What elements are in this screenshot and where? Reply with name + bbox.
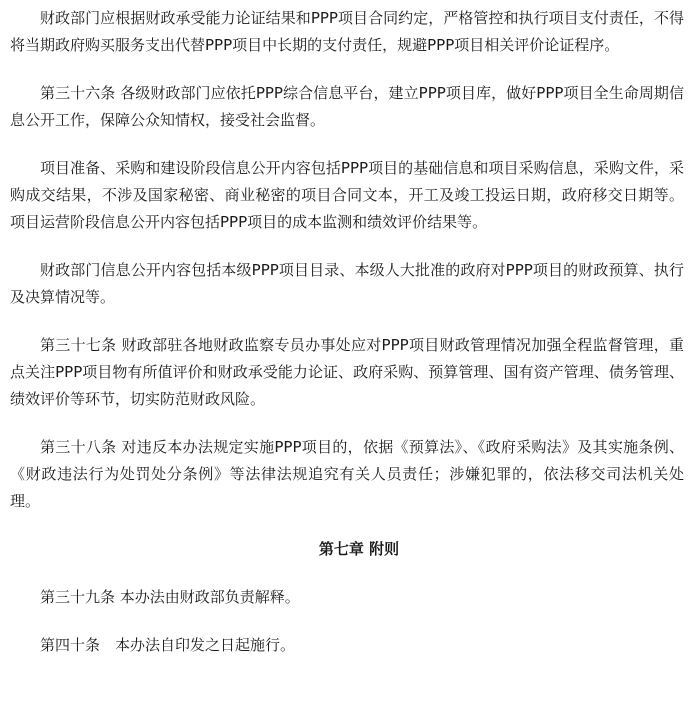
chapter-title: 第七章 附则 xyxy=(318,540,400,558)
paragraph-finance-disclosure: 财政部门信息公开内容包括本级PPP项目目录、本级人大批准的政府对PPP项目的财政预算、执行及决算情况等。 xyxy=(10,261,684,306)
paragraph-article-36: 第三十六条 各级财政部门应依托PPP综合信息平台，建立PPP项目库，做好PPP项目全生命周期信息公开工作，保障公众知情权，接受社会监督。 xyxy=(10,84,684,129)
paragraph-payment-responsibility: 财政部门应根据财政承受能力论证结果和PPP项目合同约定，严格管控和执行项目支付责任，不得将当期政府购买服务支出代替PPP项目中长期的支付责任，规避PPP项目相关评价论证程序。 xyxy=(10,9,684,54)
paragraph-article-38: 第三十八条 对违反本办法规定实施PPP项目的，依据《预算法》、《政府采购法》及其实施条例、《财政违法行为处罚处分条例》等法律法规追究有关人员责任；涉嫌犯罪的，依法移交司法机关处理。 xyxy=(10,438,684,510)
paragraph-article-37: 第三十七条 财政部驻各地财政监察专员办事处应对PPP项目财政管理情况加强全程监督管理，重点关注PPP项目物有所值评价和财政承受能力论证、政府采购、预算管理、国有资产管理、债务管理、绩效评价等环节，切实防范财政风险。 xyxy=(10,336,684,408)
paragraph-disclosure-stages: 项目准备、采购和建设阶段信息公开内容包括PPP项目的基础信息和项目采购信息，采购文件，采购成交结果，不涉及国家秘密、商业秘密的项目合同文本，开工及竣工投运日期，政府移交日期等。项目运营阶段信息公开内容包括PPP项目的成本监测和绩效评价结果等。 xyxy=(10,159,684,231)
paragraph-article-39: 第三十九条 本办法由财政部负责解释。 xyxy=(40,588,300,606)
paragraph-article-40: 第四十条 本办法自印发之日起施行。 xyxy=(40,636,296,654)
